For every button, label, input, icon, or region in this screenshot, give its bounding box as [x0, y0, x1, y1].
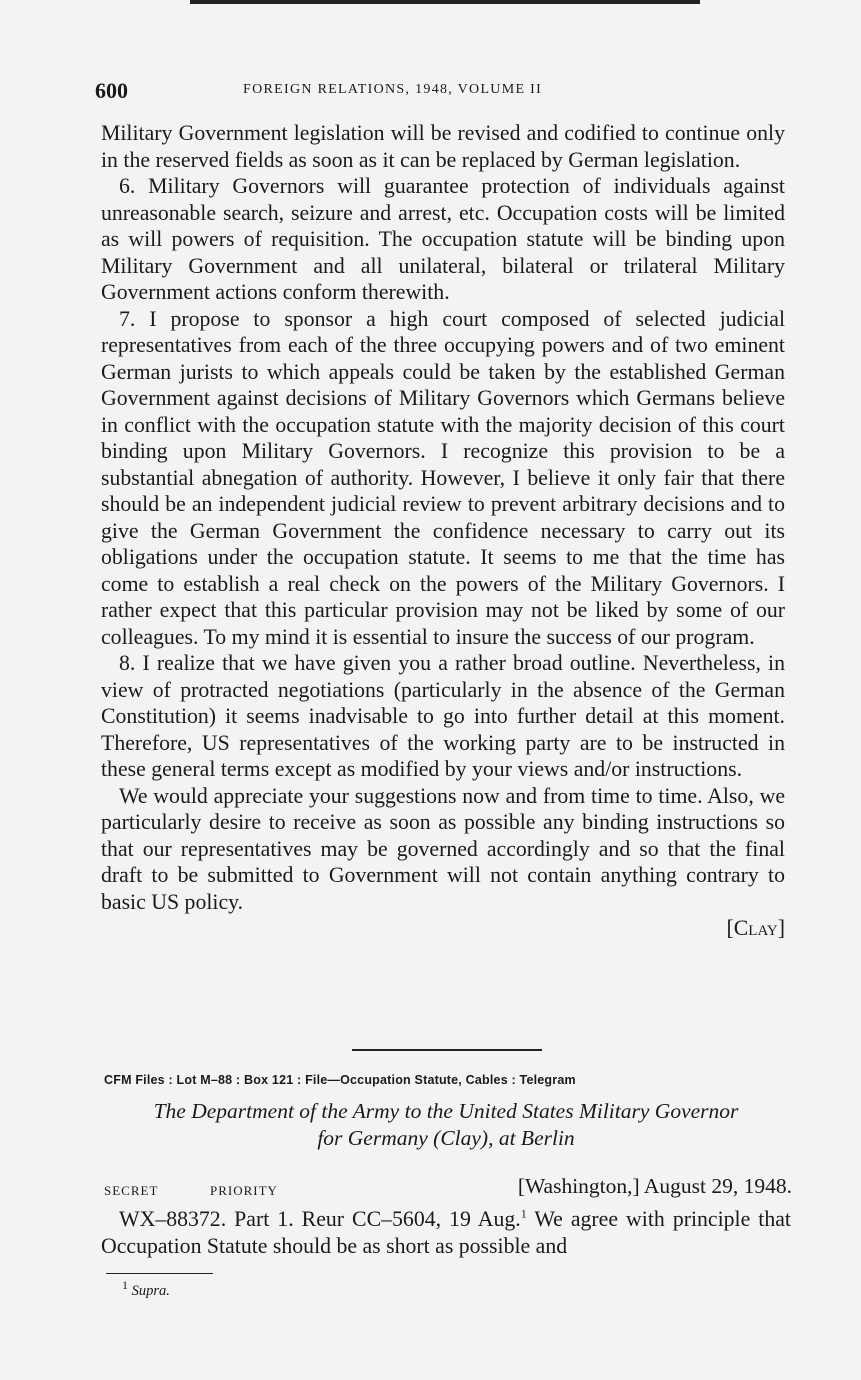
paragraph-6: 6. Military Governors will guarantee protection of individuals against unreasonable search, seizure and arrest, etc. Occupation costs will be limited as will powers of requisition. The occupation statute will be binding upon Military Government and all unilateral, bilateral or trilateral Military Government actions conform therewith. — [101, 174, 785, 304]
page-number: 600 — [95, 78, 128, 103]
classification-label: SECRET — [104, 1183, 159, 1198]
signature: [Clay] — [726, 916, 785, 940]
paragraph-8: 8. I realize that we have given you a rather broad outline. Nevertheless, in view of protracted negotiations (particularly in the absence of the German Constitution) it seems inadvisable to go into further detail at this moment. Therefore, US representatives of the working party are to be instructed in these general terms except as modified by your views and/or instructions. — [101, 651, 785, 781]
footnote-number: 1 — [122, 1278, 128, 1293]
paragraph-7: 7. I propose to sponsor a high court composed of selected judicial representatives from each of the three occupying powers and of two eminent German jurists to which appeals could be taken by the established German Government against decisions of Military Governors which Germans believe in conflict with the occupation statute with the majority decision of this court binding upon Military Governors. I recognize this provision to be a substantial abnegation of authority. However, I believe it only fair that there should be an independent judicial review to prevent arbitrary decisions and to give the German Government the confidence necessary to carry out its obligations under the occupation statute. It seems to me that the time has come to establish a real check on the powers of the Military Governors. I rather expect that this particular provision may not be liked by some of our colleagues. To my mind it is essential to insure the success of our program. — [101, 306, 785, 649]
document-title-line-1: The Department of the Army to the United States Military Governor — [153, 1099, 739, 1123]
document-title-line-2: for Germany (Clay), at Berlin — [317, 1126, 575, 1150]
file-reference: CFM Files : Lot M–88 : Box 121 : File—Occupation Statute, Cables : Telegram — [104, 1073, 576, 1087]
priority-label: PRIORITY — [210, 1183, 278, 1198]
footnote — [122, 1278, 170, 1300]
running-head: FOREIGN RELATIONS, 1948, VOLUME II — [243, 82, 543, 97]
telegram-text-continued: We agree with principle that Occupation Statute should be as short as possible and — [101, 1207, 791, 1258]
telegram-text — [101, 1206, 791, 1259]
section-divider — [352, 1049, 542, 1051]
closing-paragraph: We would appreciate your suggestions now and from time to time. Also, we particularly desire to receive as soon as possible any binding instructions so that our representatives may be governed accordingly and so that the final draft to be submitted to Government will not contain anything contrary to basic US policy. — [101, 783, 785, 914]
page-header — [95, 78, 795, 108]
telegram-meta — [104, 1174, 792, 1202]
footnote-text: Supra. — [131, 1283, 170, 1299]
letter-body — [101, 120, 785, 942]
footnote-marker[interactable]: 1 — [520, 1206, 527, 1221]
dateline: [Washington,] August 29, 1948. — [517, 1174, 792, 1198]
top-edge-line — [190, 0, 700, 4]
telegram-text-start: WX–88372. Part 1. Reur CC–5604, 19 Aug. — [119, 1207, 521, 1231]
footnote-divider — [106, 1273, 213, 1274]
paragraph-continuation: Military Government legislation will be revised and codified to continue only in the reserved fields as soon as it can be replaced by German legislation. — [101, 121, 785, 172]
document-title — [101, 1098, 791, 1152]
